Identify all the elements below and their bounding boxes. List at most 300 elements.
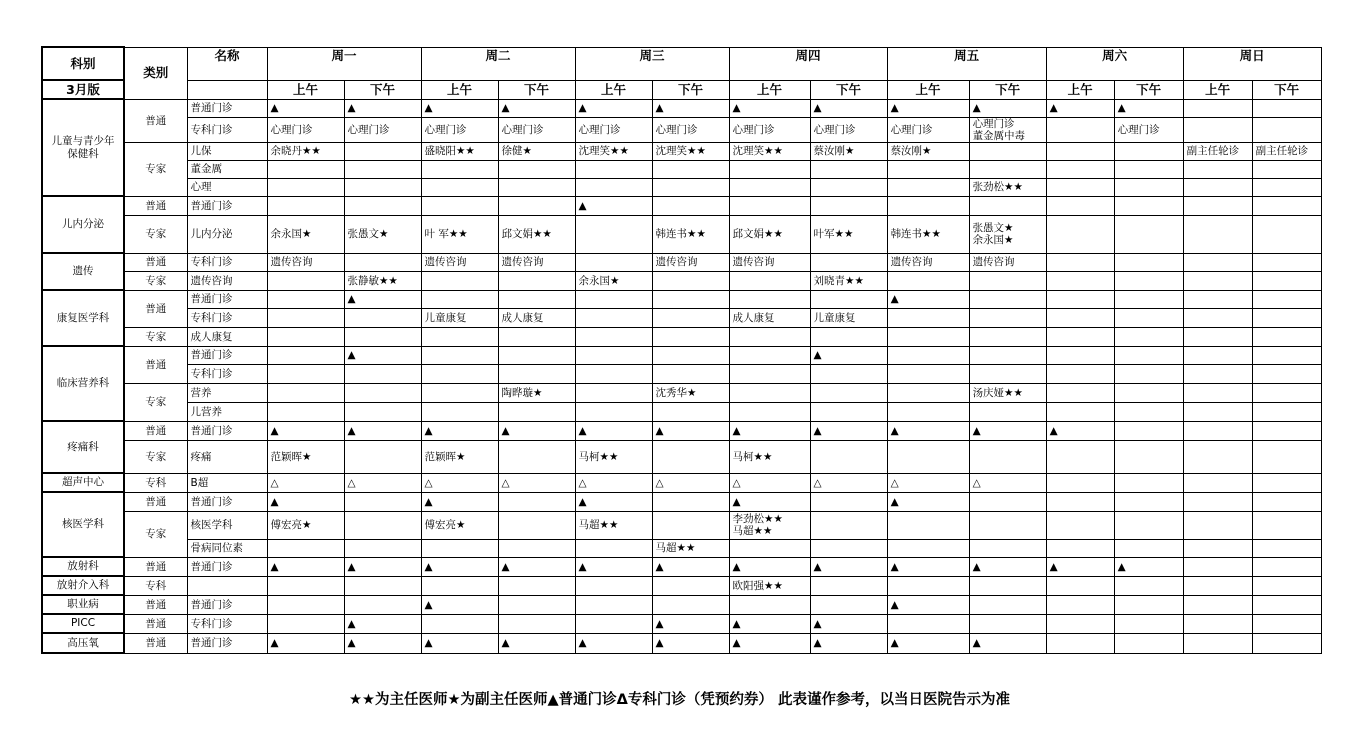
schedule-cell xyxy=(969,402,1046,421)
schedule-cell xyxy=(344,308,421,327)
schedule-cell xyxy=(1046,117,1114,142)
schedule-cell xyxy=(1183,633,1252,653)
schedule-cell: ▲ xyxy=(887,595,969,614)
table-row xyxy=(42,402,1321,421)
half-day-header-pm: 下午 xyxy=(1252,80,1321,99)
schedule-cell: 韩连书★★ xyxy=(887,215,969,253)
schedule-cell: ▲ xyxy=(267,633,344,653)
schedule-cell xyxy=(1252,595,1321,614)
schedule-cell xyxy=(887,539,969,557)
schedule-cell xyxy=(575,576,652,595)
schedule-cell xyxy=(969,142,1046,160)
schedule-cell: 余晓丹★★ xyxy=(267,142,344,160)
clinic-name: 儿保 xyxy=(187,142,267,160)
schedule-cell xyxy=(1252,160,1321,178)
schedule-cell: 张劲松★★ xyxy=(969,178,1046,196)
schedule-cell: 余永国★ xyxy=(575,271,652,290)
half-day-header-am: 上午 xyxy=(887,80,969,99)
schedule-cell xyxy=(575,595,652,614)
clinic-name: 普通门诊 xyxy=(187,557,267,576)
schedule-cell: ▲ xyxy=(729,421,810,440)
schedule-cell xyxy=(969,511,1046,539)
schedule-cell xyxy=(1114,595,1183,614)
schedule-cell xyxy=(887,196,969,215)
table-row xyxy=(42,196,1321,215)
schedule-cell: ▲ xyxy=(421,595,498,614)
day-header-wed: 周三 xyxy=(575,47,729,80)
schedule-cell xyxy=(1252,440,1321,473)
clinic-name: 专科门诊 xyxy=(187,253,267,271)
schedule-cell: ▲ xyxy=(344,614,421,633)
schedule-cell xyxy=(652,290,729,308)
department-name: 超声中心 xyxy=(42,473,124,492)
schedule-cell xyxy=(1046,614,1114,633)
schedule-cell: 心理门诊 董金厲中毒 xyxy=(969,117,1046,142)
schedule-cell xyxy=(1252,492,1321,511)
schedule-cell: ▲ xyxy=(1046,557,1114,576)
schedule-cell: ▲ xyxy=(575,421,652,440)
schedule-cell: △ xyxy=(810,473,887,492)
schedule-cell xyxy=(652,308,729,327)
clinic-name: 儿内分泌 xyxy=(187,215,267,253)
schedule-cell: ▲ xyxy=(810,633,887,653)
schedule-cell: 心理门诊 xyxy=(421,117,498,142)
schedule-cell xyxy=(267,160,344,178)
schedule-cell xyxy=(1046,383,1114,402)
schedule-cell xyxy=(575,327,652,346)
schedule-cell xyxy=(810,178,887,196)
schedule-cell: △ xyxy=(344,473,421,492)
schedule-cell xyxy=(652,160,729,178)
schedule-cell: 邱文娟★★ xyxy=(729,215,810,253)
schedule-cell: 陶晔璇★ xyxy=(498,383,575,402)
schedule-cell xyxy=(1183,290,1252,308)
clinic-type: 普通 xyxy=(124,421,187,440)
schedule-cell xyxy=(421,196,498,215)
schedule-cell: ▲ xyxy=(887,421,969,440)
schedule-cell xyxy=(810,511,887,539)
schedule-cell xyxy=(1183,253,1252,271)
schedule-cell xyxy=(887,271,969,290)
clinic-name: 专科门诊 xyxy=(187,364,267,383)
schedule-cell: ▲ xyxy=(887,557,969,576)
department-name: 康复医学科 xyxy=(42,290,124,346)
schedule-cell: ▲ xyxy=(810,557,887,576)
schedule-cell xyxy=(1252,308,1321,327)
schedule-cell: ▲ xyxy=(498,421,575,440)
schedule-cell xyxy=(1252,364,1321,383)
schedule-cell: △ xyxy=(498,473,575,492)
day-header-sun: 周日 xyxy=(1183,47,1321,80)
schedule-cell xyxy=(498,614,575,633)
schedule-cell xyxy=(344,160,421,178)
clinic-type: 专家 xyxy=(124,511,187,557)
clinic-name: 成人康复 xyxy=(187,327,267,346)
table-row xyxy=(42,117,1321,142)
table-row xyxy=(42,576,1321,595)
schedule-cell xyxy=(498,178,575,196)
schedule-cell: 儿童康复 xyxy=(810,308,887,327)
schedule-cell: 韩连书★★ xyxy=(652,215,729,253)
schedule-cell xyxy=(652,576,729,595)
table-row xyxy=(42,290,1321,308)
schedule-cell xyxy=(1114,327,1183,346)
schedule-cell: ▲ xyxy=(969,421,1046,440)
schedule-cell: 马超★★ xyxy=(652,539,729,557)
schedule-cell xyxy=(1046,539,1114,557)
schedule-cell xyxy=(421,327,498,346)
schedule-cell xyxy=(1183,511,1252,539)
schedule-cell xyxy=(810,383,887,402)
half-day-header-am: 上午 xyxy=(575,80,652,99)
schedule-cell xyxy=(498,160,575,178)
schedule-cell xyxy=(344,402,421,421)
schedule-cell: 成人康复 xyxy=(729,308,810,327)
schedule-cell xyxy=(498,271,575,290)
schedule-cell xyxy=(729,595,810,614)
schedule-cell xyxy=(810,402,887,421)
table-row xyxy=(42,346,1321,364)
schedule-cell xyxy=(1046,473,1114,492)
clinic-name: 普通门诊 xyxy=(187,196,267,215)
schedule-cell xyxy=(1252,346,1321,364)
half-day-header-pm: 下午 xyxy=(810,80,887,99)
schedule-cell: ▲ xyxy=(498,633,575,653)
schedule-cell xyxy=(729,346,810,364)
schedule-cell xyxy=(1114,308,1183,327)
schedule-cell xyxy=(421,346,498,364)
clinic-type: 专家 xyxy=(124,440,187,473)
table-row xyxy=(42,595,1321,614)
clinic-name: 专科门诊 xyxy=(187,614,267,633)
schedule-cell: 心理门诊 xyxy=(1114,117,1183,142)
schedule-cell: 心理门诊 xyxy=(810,117,887,142)
schedule-cell: 张静敏★★ xyxy=(344,271,421,290)
schedule-cell: 心理门诊 xyxy=(887,117,969,142)
schedule-cell: 成人康复 xyxy=(498,308,575,327)
clinic-type: 普通 xyxy=(124,492,187,511)
department-name: 儿童与青少年 保健科 xyxy=(42,99,124,196)
schedule-cell xyxy=(887,327,969,346)
schedule-cell: 叶军★★ xyxy=(810,215,887,253)
schedule-cell xyxy=(1114,402,1183,421)
name-header-blank xyxy=(187,80,267,99)
schedule-cell xyxy=(652,511,729,539)
table-row xyxy=(42,160,1321,178)
schedule-cell xyxy=(969,290,1046,308)
half-day-header-am: 上午 xyxy=(267,80,344,99)
schedule-cell: ▲ xyxy=(887,290,969,308)
schedule-cell: 马柯★★ xyxy=(729,440,810,473)
schedule-cell xyxy=(344,178,421,196)
schedule-cell xyxy=(421,402,498,421)
schedule-cell xyxy=(1183,160,1252,178)
schedule-cell xyxy=(969,271,1046,290)
schedule-cell: ▲ xyxy=(344,421,421,440)
schedule-cell xyxy=(421,576,498,595)
schedule-cell xyxy=(887,576,969,595)
schedule-cell xyxy=(1252,473,1321,492)
schedule-cell xyxy=(652,402,729,421)
schedule-cell xyxy=(1183,346,1252,364)
schedule-cell xyxy=(1183,99,1252,117)
schedule-cell xyxy=(1183,308,1252,327)
schedule-cell xyxy=(1046,492,1114,511)
schedule-cell xyxy=(498,364,575,383)
clinic-name: 普通门诊 xyxy=(187,595,267,614)
half-day-header-am: 上午 xyxy=(1183,80,1252,99)
schedule-cell: △ xyxy=(729,473,810,492)
schedule-cell: 心理门诊 xyxy=(498,117,575,142)
schedule-cell xyxy=(1114,421,1183,440)
clinic-name: 普通门诊 xyxy=(187,633,267,653)
schedule-cell xyxy=(421,364,498,383)
schedule-cell: ▲ xyxy=(498,557,575,576)
schedule-cell xyxy=(969,539,1046,557)
schedule-cell xyxy=(344,253,421,271)
schedule-cell: ▲ xyxy=(421,633,498,653)
schedule-cell: ▲ xyxy=(344,290,421,308)
schedule-cell: 范颖晖★ xyxy=(267,440,344,473)
schedule-cell xyxy=(1252,539,1321,557)
schedule-cell: ▲ xyxy=(421,421,498,440)
schedule-cell: 沈秀华★ xyxy=(652,383,729,402)
schedule-cell xyxy=(969,327,1046,346)
legend-note: ★★为主任医师★为副主任医师▲普通门诊Δ专科门诊（凭预约券） 此表谨作参考，以当日医院告示为准 xyxy=(349,692,1010,708)
schedule-cell xyxy=(1252,511,1321,539)
schedule-cell xyxy=(1252,215,1321,253)
schedule-cell xyxy=(1183,539,1252,557)
schedule-cell xyxy=(652,327,729,346)
schedule-cell: 范颖晖★ xyxy=(421,440,498,473)
schedule-cell xyxy=(1252,271,1321,290)
clinic-name: 普通门诊 xyxy=(187,346,267,364)
schedule-cell xyxy=(1046,160,1114,178)
schedule-cell xyxy=(575,539,652,557)
schedule-cell xyxy=(1252,290,1321,308)
schedule-cell xyxy=(344,364,421,383)
clinic-type: 专科 xyxy=(124,576,187,595)
schedule-cell xyxy=(1252,327,1321,346)
dept-header: 科别 xyxy=(42,47,124,80)
schedule-cell xyxy=(267,383,344,402)
schedule-cell: 遗传咨询 xyxy=(498,253,575,271)
clinic-name: 骨病同位素 xyxy=(187,539,267,557)
schedule-cell xyxy=(810,576,887,595)
schedule-cell: 马超★★ xyxy=(575,511,652,539)
table-row xyxy=(42,99,1321,117)
table-row xyxy=(42,308,1321,327)
schedule-cell xyxy=(887,346,969,364)
schedule-cell: ▲ xyxy=(575,557,652,576)
version-label: 3月版 xyxy=(42,80,124,99)
schedule-cell xyxy=(575,178,652,196)
schedule-cell xyxy=(421,539,498,557)
day-header-sat: 周六 xyxy=(1046,47,1183,80)
schedule-cell: ▲ xyxy=(652,633,729,653)
schedule-cell: ▲ xyxy=(1114,99,1183,117)
schedule-cell: 余永国★ xyxy=(267,215,344,253)
schedule-cell: 遗传咨询 xyxy=(969,253,1046,271)
schedule-cell xyxy=(1183,614,1252,633)
schedule-cell xyxy=(1046,633,1114,653)
clinic-type: 专家 xyxy=(124,327,187,346)
schedule-cell xyxy=(887,440,969,473)
schedule-cell xyxy=(1183,271,1252,290)
table-row xyxy=(42,421,1321,440)
schedule-cell: 沈理笑★★ xyxy=(652,142,729,160)
schedule-cell xyxy=(887,308,969,327)
schedule-cell xyxy=(344,440,421,473)
schedule-cell xyxy=(1252,383,1321,402)
schedule-cell xyxy=(1046,196,1114,215)
schedule-cell: 傅宏亮★ xyxy=(421,511,498,539)
schedule-cell xyxy=(810,327,887,346)
schedule-cell xyxy=(267,364,344,383)
schedule-cell xyxy=(810,253,887,271)
schedule-cell xyxy=(729,290,810,308)
schedule-cell xyxy=(1183,178,1252,196)
schedule-cell: △ xyxy=(575,473,652,492)
schedule-cell: 蔡汝刚★ xyxy=(887,142,969,160)
table-row xyxy=(42,178,1321,196)
schedule-cell xyxy=(887,383,969,402)
schedule-cell xyxy=(1114,290,1183,308)
schedule-cell: 心理门诊 xyxy=(729,117,810,142)
half-day-header-pm: 下午 xyxy=(652,80,729,99)
table-row xyxy=(42,473,1321,492)
clinic-type: 普通 xyxy=(124,99,187,142)
schedule-cell: △ xyxy=(969,473,1046,492)
schedule-cell: 张愚文★ 余永国★ xyxy=(969,215,1046,253)
schedule-cell: ▲ xyxy=(267,421,344,440)
schedule-cell: ▲ xyxy=(652,99,729,117)
schedule-cell xyxy=(969,196,1046,215)
outpatient-schedule-table xyxy=(41,46,1322,654)
schedule-cell xyxy=(267,196,344,215)
schedule-cell: ▲ xyxy=(575,196,652,215)
department-name: 儿内分泌 xyxy=(42,196,124,253)
department-name: PICC xyxy=(42,614,124,633)
table-row xyxy=(42,633,1321,653)
table-row xyxy=(42,215,1321,253)
schedule-cell: 副主任轮诊 xyxy=(1183,142,1252,160)
schedule-cell: ▲ xyxy=(1046,421,1114,440)
schedule-cell xyxy=(1114,364,1183,383)
schedule-cell xyxy=(969,308,1046,327)
schedule-cell xyxy=(1252,633,1321,653)
schedule-cell xyxy=(575,253,652,271)
schedule-cell: 心理门诊 xyxy=(652,117,729,142)
schedule-cell xyxy=(575,383,652,402)
schedule-cell xyxy=(575,402,652,421)
name-header: 名称 xyxy=(187,47,267,80)
day-header-tue: 周二 xyxy=(421,47,575,80)
schedule-cell: 邱文娟★★ xyxy=(498,215,575,253)
schedule-cell: 盛晓阳★★ xyxy=(421,142,498,160)
schedule-cell: 沈理笑★★ xyxy=(575,142,652,160)
schedule-cell xyxy=(652,595,729,614)
department-name: 核医学科 xyxy=(42,492,124,557)
schedule-cell xyxy=(344,595,421,614)
schedule-cell xyxy=(1114,196,1183,215)
schedule-cell xyxy=(267,595,344,614)
schedule-cell xyxy=(1114,492,1183,511)
day-header-fri: 周五 xyxy=(887,47,1046,80)
department-name: 放射介入科 xyxy=(42,576,124,595)
schedule-cell: 汤庆娅★★ xyxy=(969,383,1046,402)
clinic-type: 普通 xyxy=(124,595,187,614)
schedule-cell xyxy=(344,383,421,402)
schedule-cell xyxy=(344,196,421,215)
schedule-cell xyxy=(1114,473,1183,492)
clinic-name: 疼痛 xyxy=(187,440,267,473)
schedule-cell xyxy=(810,364,887,383)
schedule-cell xyxy=(1114,383,1183,402)
schedule-cell xyxy=(267,308,344,327)
schedule-cell xyxy=(498,576,575,595)
schedule-cell: 蔡汝刚★ xyxy=(810,142,887,160)
schedule-cell xyxy=(421,383,498,402)
schedule-cell: 遗传咨询 xyxy=(652,253,729,271)
schedule-cell xyxy=(267,271,344,290)
schedule-cell xyxy=(1046,595,1114,614)
schedule-cell: ▲ xyxy=(810,99,887,117)
schedule-cell: ▲ xyxy=(810,614,887,633)
schedule-cell xyxy=(1114,178,1183,196)
schedule-cell xyxy=(810,196,887,215)
schedule-cell: △ xyxy=(267,473,344,492)
clinic-name xyxy=(187,576,267,595)
schedule-cell: ▲ xyxy=(729,99,810,117)
schedule-body xyxy=(42,99,1321,653)
schedule-cell: ▲ xyxy=(887,633,969,653)
schedule-cell xyxy=(421,178,498,196)
clinic-type: 专家 xyxy=(124,383,187,421)
type-header: 类别 xyxy=(124,47,187,99)
schedule-cell xyxy=(421,160,498,178)
schedule-cell xyxy=(267,576,344,595)
clinic-type: 普通 xyxy=(124,614,187,633)
schedule-cell xyxy=(344,142,421,160)
clinic-name: 普通门诊 xyxy=(187,290,267,308)
schedule-cell xyxy=(1252,557,1321,576)
schedule-cell xyxy=(1183,557,1252,576)
clinic-type: 专家 xyxy=(124,142,187,196)
schedule-cell xyxy=(575,290,652,308)
table-row xyxy=(42,539,1321,557)
schedule-cell: 儿童康复 xyxy=(421,308,498,327)
schedule-cell xyxy=(344,327,421,346)
schedule-cell xyxy=(498,440,575,473)
clinic-name: 普通门诊 xyxy=(187,99,267,117)
schedule-cell: 遗传咨询 xyxy=(267,253,344,271)
schedule-cell xyxy=(1114,614,1183,633)
schedule-cell xyxy=(1252,253,1321,271)
clinic-name: 核医学科 xyxy=(187,511,267,539)
schedule-cell xyxy=(575,346,652,364)
schedule-cell: 心理门诊 xyxy=(575,117,652,142)
schedule-cell xyxy=(969,576,1046,595)
schedule-cell xyxy=(810,539,887,557)
schedule-cell: 刘晓青★★ xyxy=(810,271,887,290)
schedule-cell xyxy=(344,511,421,539)
schedule-cell xyxy=(1046,178,1114,196)
schedule-cell xyxy=(652,364,729,383)
schedule-cell: ▲ xyxy=(652,421,729,440)
schedule-cell xyxy=(1114,142,1183,160)
schedule-cell xyxy=(344,492,421,511)
